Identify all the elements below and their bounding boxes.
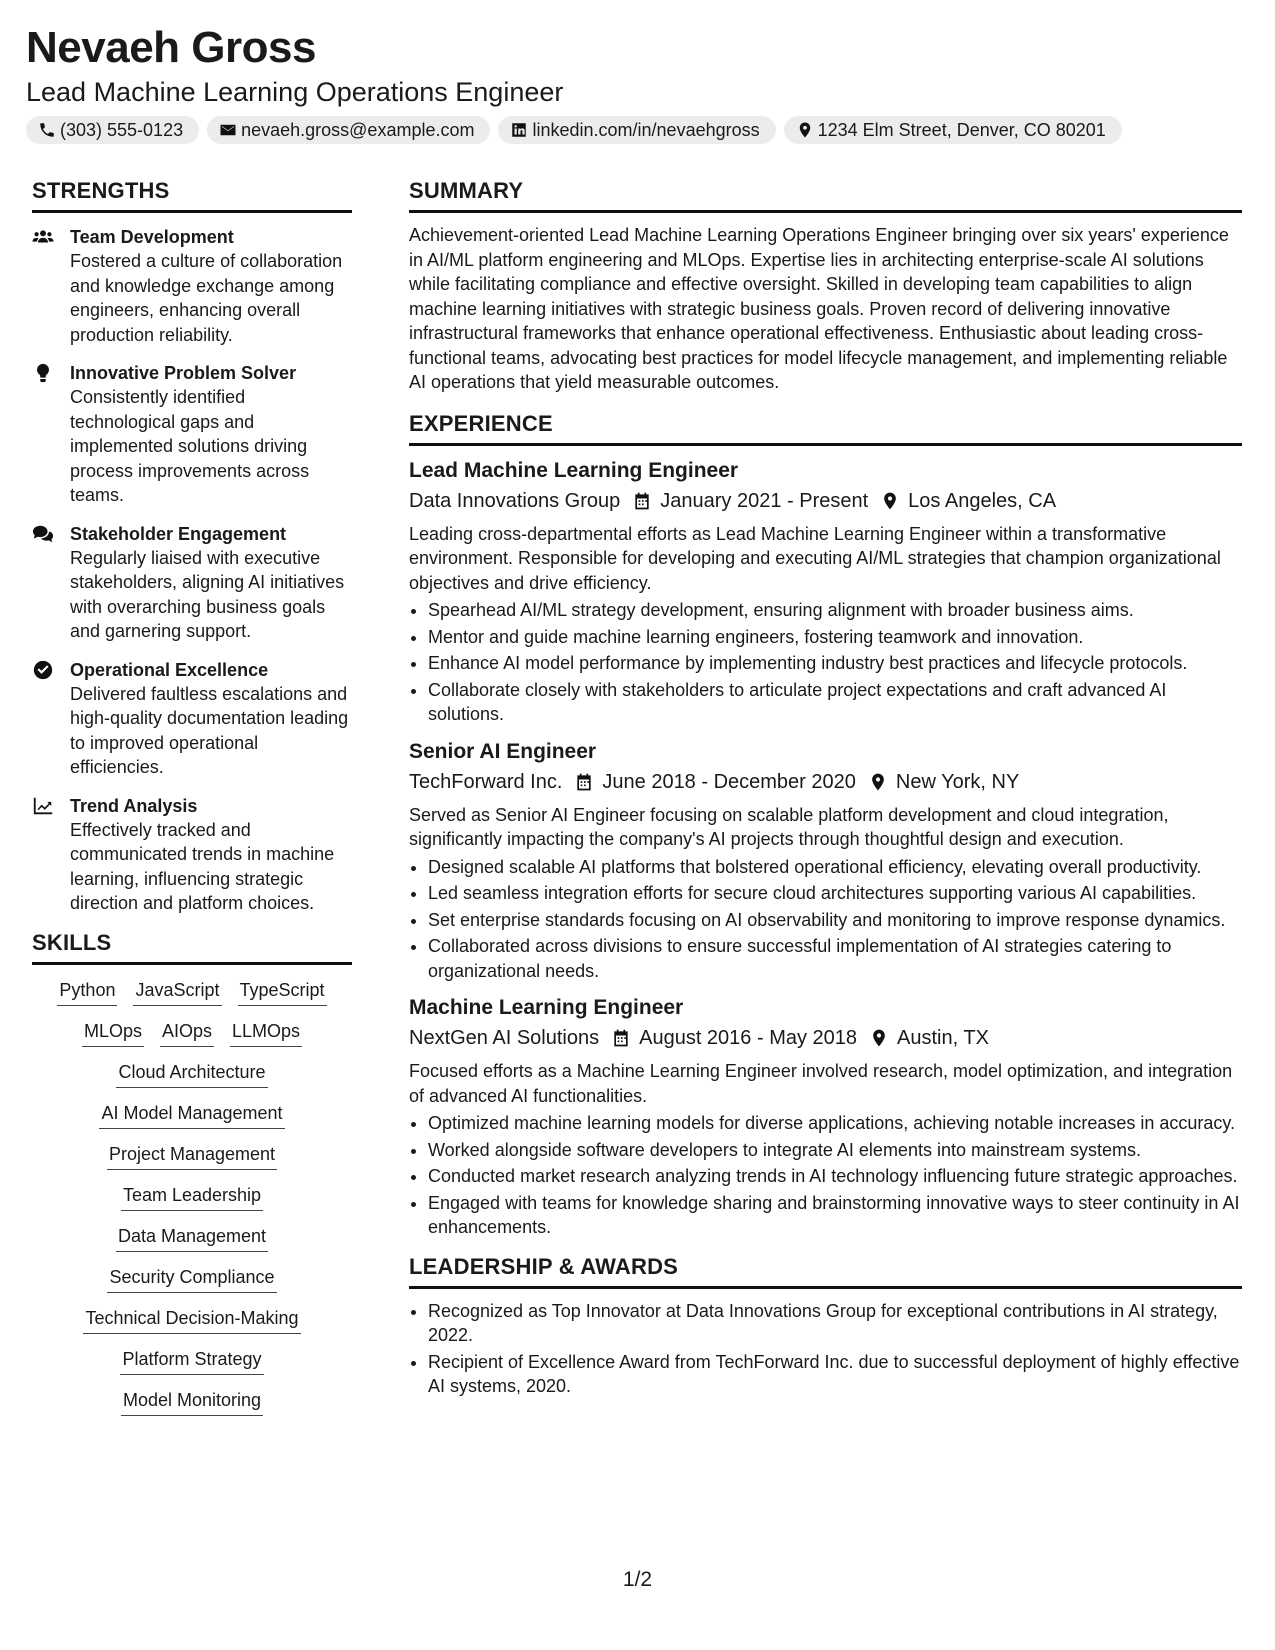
job-dates: January 2021 - Present <box>660 489 869 512</box>
right-column <box>409 178 1242 1401</box>
skill-row <box>82 1020 302 1047</box>
skill-row <box>99 1102 284 1129</box>
strength-item <box>32 225 352 347</box>
strength-item <box>32 658 352 780</box>
check-circle-icon <box>32 659 54 681</box>
bullet-item: • Collaborate closely with stakeholders to articulate project expectations and craft advanced AI solutions. <box>428 678 1242 727</box>
location-pin-icon <box>880 491 900 511</box>
skill-tag: AI Model Management <box>99 1102 284 1129</box>
awards-heading: LEADERSHIP & AWARDS <box>409 1254 1242 1289</box>
skill-row <box>107 1266 276 1293</box>
bullet-item: • Set enterprise standards focusing on AI observability and monitoring to improve response dynamics. <box>428 908 1242 933</box>
strength-description: Regularly liaised with executive stakeholders, aligning AI initiatives with overarching business goals and garnering support. <box>70 547 345 641</box>
summary-heading: SUMMARY <box>409 178 1242 213</box>
location-pin-icon <box>868 772 888 792</box>
skill-tag: Security Compliance <box>107 1266 276 1293</box>
job-entry <box>409 737 1242 984</box>
job-bullets <box>409 598 1242 727</box>
job-dates: August 2016 - May 2018 <box>639 1027 858 1049</box>
job-company: Data Innovations Group <box>409 489 621 512</box>
job-company: TechForward Inc. <box>409 770 563 793</box>
job-title: Senior AI Engineer <box>409 739 597 763</box>
strength-item <box>32 361 352 508</box>
job-description: Focused efforts as a Machine Learning Engineer involved research, model optimization, and integration of advanced AI functionalities. <box>409 1061 1233 1106</box>
skill-tag: TypeScript <box>238 979 327 1006</box>
page-number: 1/2 <box>622 1568 653 1591</box>
bullet-item: • Engaged with teams for knowledge sharing and brainstorming innovative ways to steer continuity in AI enhancements. <box>428 1191 1242 1240</box>
job-meta <box>409 486 1242 516</box>
phone-icon <box>38 121 56 139</box>
calendar-icon <box>611 1028 631 1048</box>
calendar-icon <box>632 491 652 511</box>
award-item: • Recipient of Excellence Award from TechForward Inc. due to successful deployment of highly effective AI systems, 2020. <box>428 1350 1242 1399</box>
strength-title: Operational Excellence <box>70 659 269 680</box>
contact-phone-text: (303) 555-0123 <box>60 119 184 140</box>
skill-row <box>121 1184 263 1211</box>
contact-address <box>784 116 1122 144</box>
job-title: Machine Learning Engineer <box>409 996 684 1019</box>
skill-tag: Team Leadership <box>121 1184 263 1211</box>
contact-address-text: 1234 Elm Street, Denver, CO 80201 <box>817 119 1106 140</box>
awards-list <box>409 1299 1242 1399</box>
job-meta <box>409 767 1242 797</box>
bullet-item: • Led seamless integration efforts for secure cloud architectures supporting various AI capabilities. <box>428 881 1242 906</box>
contact-bar <box>26 116 1249 144</box>
contact-linkedin-text[interactable]: linkedin.com/in/nevaehgross <box>532 119 760 140</box>
strength-description: Consistently identified technological gaps and implemented solutions driving process improvements across teams. <box>70 387 310 505</box>
skill-row <box>116 1061 267 1088</box>
comments-icon <box>32 523 54 545</box>
job-dates: June 2018 - December 2020 <box>602 770 856 793</box>
strength-item <box>32 794 352 916</box>
contact-phone <box>26 116 199 144</box>
bullet-item: • Collaborated across divisions to ensure successful implementation of AI strategies catering to organizational needs. <box>428 934 1242 983</box>
resume-header <box>26 22 1249 144</box>
contact-email-text[interactable]: nevaeh.gross@example.com <box>241 119 475 140</box>
skill-tag: Data Management <box>116 1225 268 1252</box>
strength-title: Stakeholder Engagement <box>70 523 287 544</box>
skill-row <box>107 1143 277 1170</box>
contact-email[interactable] <box>207 116 490 144</box>
linkedin-icon <box>510 121 528 139</box>
skill-row <box>121 1389 263 1416</box>
skill-row <box>120 1348 263 1375</box>
job-meta <box>409 1023 1242 1053</box>
job-company: NextGen AI Solutions <box>409 1027 600 1049</box>
skill-tag: LLMOps <box>230 1020 302 1047</box>
job-entry <box>409 456 1242 727</box>
bullet-item: • Mentor and guide machine learning engineers, fostering teamwork and innovation. <box>428 625 1242 650</box>
skill-tag: JavaScript <box>133 979 221 1006</box>
skills-list <box>32 979 352 1416</box>
skill-tag: Technical Decision-Making <box>83 1307 300 1334</box>
bullet-item: • Conducted market research analyzing trends in AI technology influencing future strategic approaches. <box>428 1164 1242 1189</box>
left-column <box>32 178 352 1416</box>
calendar-icon <box>574 772 594 792</box>
trend-chart-icon <box>32 795 54 817</box>
location-pin-icon <box>869 1028 889 1048</box>
bullet-item: • Enhance AI model performance by implementing industry best practices and lifecycle protocols. <box>428 651 1242 676</box>
skill-tag: Python <box>57 979 117 1006</box>
skill-row <box>83 1307 300 1334</box>
job-location: New York, NY <box>895 770 1020 793</box>
skills-heading: SKILLS <box>32 930 352 965</box>
job-description: Leading cross-departmental efforts as Lead Machine Learning Engineer within a transformative environment. Responsible for developing and executing AI/ML strategies that champion organizational objectives and drive efficiency. <box>409 523 1221 593</box>
job-location: Los Angeles, CA <box>908 489 1057 512</box>
strength-description: Fostered a culture of collaboration and knowledge exchange among engineers, enhancing overall production reliability. <box>70 251 343 345</box>
strengths-heading: STRENGTHS <box>32 178 352 213</box>
job-description: Served as Senior AI Engineer focusing on scalable platform development and cloud integration, significantly impacting the company's AI projects through thoughtful design and execution. <box>409 804 1169 849</box>
strengths-list <box>32 225 352 916</box>
candidate-title: Lead Machine Learning Operations Engineer <box>26 77 564 107</box>
strength-title: Trend Analysis <box>70 795 198 816</box>
strength-description: Delivered faultless escalations and high-quality documentation leading to improved operational efficiencies. <box>70 683 349 777</box>
strength-description: Effectively tracked and communicated trends in machine learning, influencing strategic direction and platform choices. <box>70 819 335 913</box>
users-icon <box>32 226 54 248</box>
job-entry <box>409 993 1242 1240</box>
skill-tag: Project Management <box>107 1143 277 1170</box>
skill-tag: Cloud Architecture <box>116 1061 267 1088</box>
skill-tag: AIOps <box>160 1020 214 1047</box>
contact-linkedin[interactable] <box>498 116 775 144</box>
summary-text: Achievement-oriented Lead Machine Learning Operations Engineer bringing over six years' experience in AI/ML platform engineering and MLOps. Expertise lies in architecting enterprise-scale AI solutions while facilitating compliance and effective oversight. Skilled in developing team capabilities to align machine learning initiatives with strategic business goals. Proven record of delivering innovative infrastructural frameworks that enhance operational effectiveness. Enthusiastic about leading cross-functional teams, advocating best practices for model lifecycle management, and implementing reliable AI operations that yield measurable outcomes. <box>409 225 1229 392</box>
experience-heading: EXPERIENCE <box>409 411 1242 446</box>
job-title: Lead Machine Learning Engineer <box>409 458 739 482</box>
strength-title: Team Development <box>70 227 234 247</box>
award-item: • Recognized as Top Innovator at Data Innovations Group for exceptional contributions in AI strategy, 2022. <box>428 1299 1242 1348</box>
job-location: Austin, TX <box>897 1027 989 1049</box>
strength-title: Innovative Problem Solver <box>70 363 297 383</box>
skill-row <box>57 979 326 1006</box>
bullet-item: • Optimized machine learning models for diverse applications, achieving notable increases in accuracy. <box>428 1111 1242 1136</box>
skill-tag: Model Monitoring <box>121 1389 263 1416</box>
candidate-name: Nevaeh Gross <box>26 23 316 72</box>
bullet-item: • Spearhead AI/ML strategy development, ensuring alignment with broader business aims. <box>428 598 1242 623</box>
job-bullets <box>409 1111 1242 1240</box>
location-pin-icon <box>796 121 814 139</box>
skill-tag: MLOps <box>82 1020 144 1047</box>
skill-row <box>116 1225 268 1252</box>
job-bullets <box>409 855 1242 984</box>
skill-tag: Platform Strategy <box>120 1348 263 1375</box>
strength-item <box>32 522 352 644</box>
bullet-item: • Worked alongside software developers to integrate AI elements into mainstream systems. <box>428 1138 1242 1163</box>
bullet-item: • Designed scalable AI platforms that bolstered operational efficiency, elevating overall productivity. <box>428 855 1242 880</box>
lightbulb-icon <box>32 362 54 384</box>
envelope-icon <box>219 121 237 139</box>
